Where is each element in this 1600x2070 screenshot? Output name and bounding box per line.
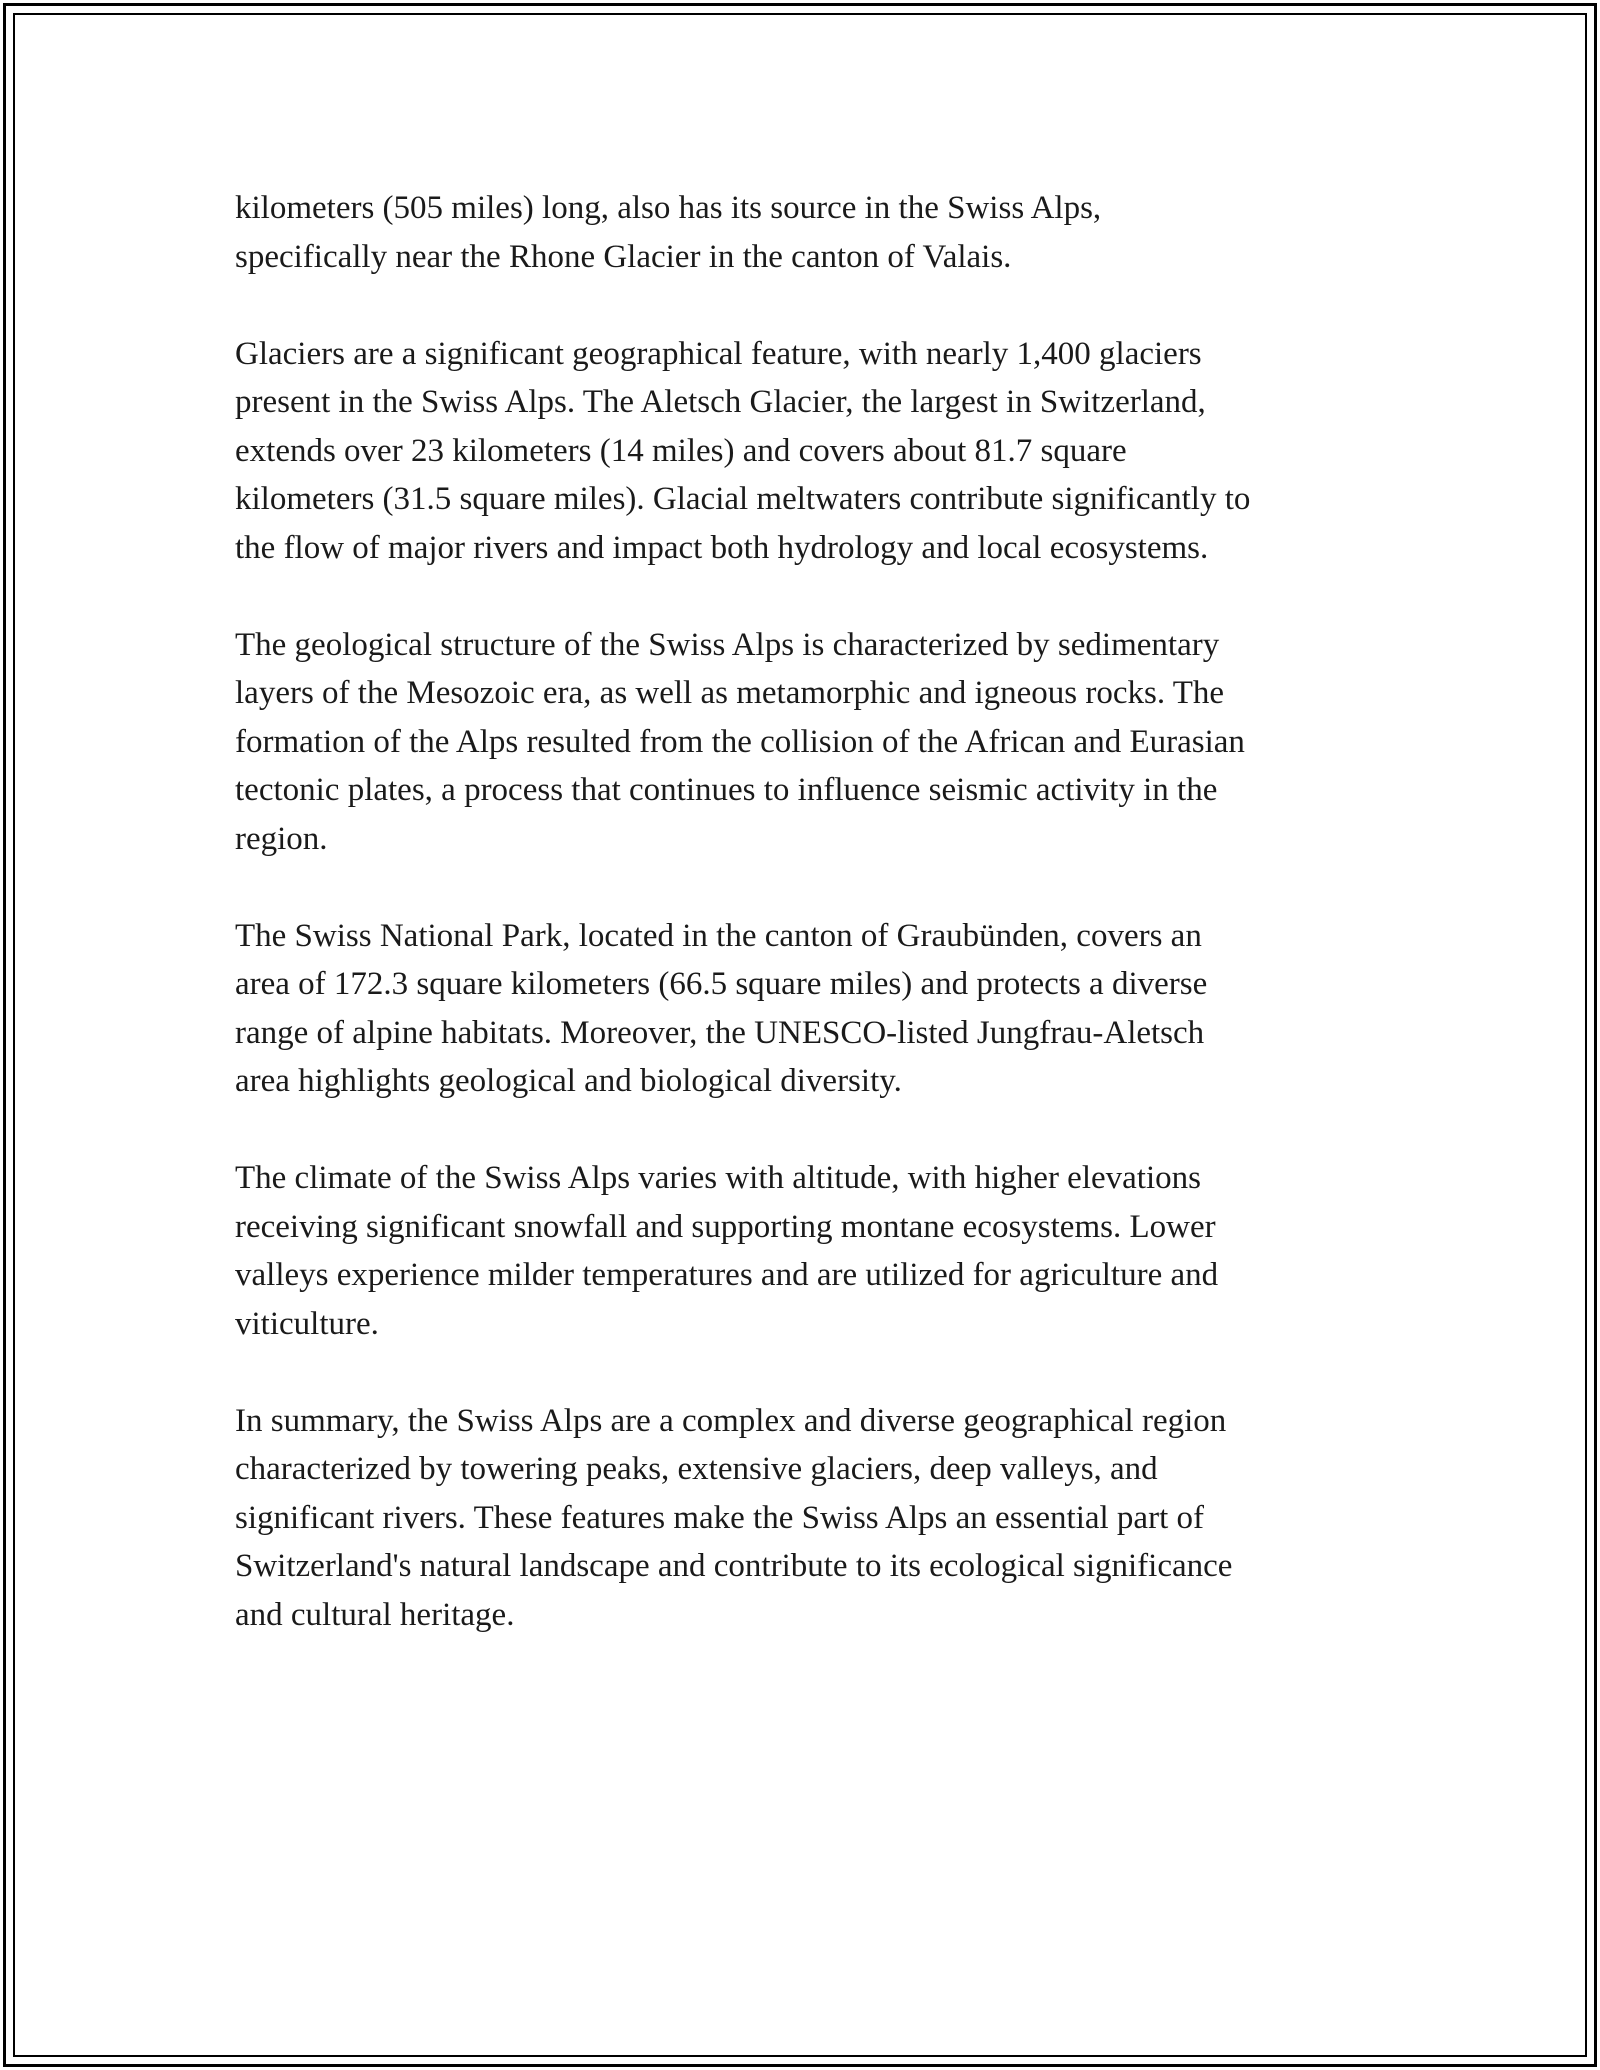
- text-line: the flow of major rivers and impact both hydrology and local ecosystems.: [235, 529, 1209, 566]
- paragraph-glaciers: [235, 330, 1395, 573]
- text-line: layers of the Mesozoic era, as well as metamorphic and igneous rocks. The: [235, 675, 1225, 711]
- text-line: valleys experience milder temperatures and are utilized for agriculture and: [235, 1257, 1219, 1293]
- text-line: area highlights geological and biological diversity.: [235, 1063, 902, 1099]
- text-line: The climate of the Swiss Alps varies with altitude, with higher elevations: [235, 1160, 1201, 1196]
- text-line: receiving significant snowfall and supporting montane ecosystems. Lower: [235, 1208, 1216, 1245]
- paragraph-geology: [235, 621, 1395, 864]
- text-line: tectonic plates, a process that continues to influence seismic activity in the: [235, 772, 1218, 808]
- text-line: Switzerland's natural landscape and contribute to its ecological significance: [235, 1548, 1233, 1584]
- text-line: The geological structure of the Swiss Alps is characterized by sedimentary: [235, 626, 1220, 663]
- text-line: characterized by towering peaks, extensive glaciers, deep valleys, and: [235, 1451, 1158, 1487]
- text-line: area of 172.3 square kilometers (66.5 square miles) and protects a diverse: [235, 966, 1208, 1002]
- text-line: range of alpine habitats. Moreover, the UNESCO-listed Jungfrau-Aletsch: [235, 1014, 1205, 1051]
- text-line: viticulture.: [235, 1305, 379, 1342]
- text-line: kilometers (505 miles) long, also has its source in the Swiss Alps,: [235, 190, 1102, 226]
- text-line: significant rivers. These features make the Swiss Alps an essential part of: [235, 1499, 1204, 1536]
- text-line: formation of the Alps resulted from the collision of the African and Eurasian: [235, 723, 1245, 760]
- paragraph-climate: [235, 1154, 1395, 1348]
- paragraph-rhone-river: [235, 184, 1395, 281]
- text-line: kilometers (31.5 square miles). Glacial meltwaters contribute significantly to: [235, 481, 1251, 517]
- text-line: extends over 23 kilometers (14 miles) and covers about 81.7 square: [235, 432, 1127, 469]
- text-line: and cultural heritage.: [235, 1596, 515, 1633]
- text-line: specifically near the Rhone Glacier in the canton of Valais.: [235, 238, 1012, 275]
- text-line: Glaciers are a significant geographical feature, with nearly 1,400 glaciers: [235, 335, 1202, 372]
- text-line: present in the Swiss Alps. The Aletsch Glacier, the largest in Switzerland,: [235, 384, 1206, 420]
- document-body: [235, 184, 1395, 1688]
- paragraph-national-park: [235, 912, 1395, 1106]
- text-line: In summary, the Swiss Alps are a complex and diverse geographical region: [235, 1402, 1227, 1439]
- text-line: region.: [235, 820, 328, 857]
- text-line: The Swiss National Park, located in the canton of Graubünden, covers an: [235, 917, 1202, 954]
- paragraph-summary: [235, 1397, 1395, 1640]
